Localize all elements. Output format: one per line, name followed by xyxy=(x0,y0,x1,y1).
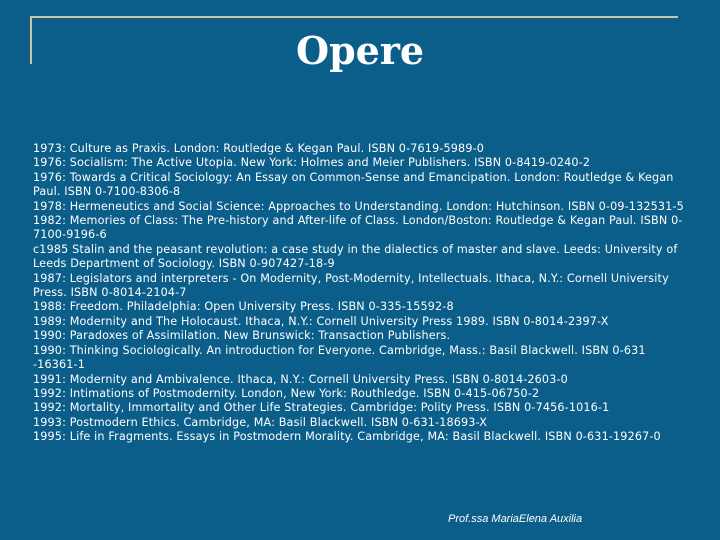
work-item: 1990: Thinking Sociologically. An introduction for Everyone. Cambridge, Mass.: Basil Blackwell. ISBN 0-631 -16361-1 xyxy=(33,343,646,372)
works-list xyxy=(33,142,693,445)
work-item: 1995: Life in Fragments. Essays in Postmodern Morality. Cambridge, MA: Basil Blackwell. ISBN 0-631-19267-0 xyxy=(33,430,661,444)
work-item: 1989: Modernity and The Holocaust. Ithaca, N.Y.: Cornell University Press 1989. ISBN 0-8014-2397-X xyxy=(33,314,609,328)
footer-author: Prof.ssa MariaElena Auxilia xyxy=(448,513,583,525)
work-item: 1973: Culture as Praxis. London: Routledge & Kegan Paul. ISBN 0-7619-5989-0 xyxy=(33,142,485,155)
work-item: 1991: Modernity and Ambivalence. Ithaca, N.Y.: Cornell University Press. ISBN 0-8014-2603-0 xyxy=(33,372,568,386)
slide-title: Opere xyxy=(295,28,425,73)
work-item: 1988: Freedom. Philadelphia: Open University Press. ISBN 0-335-15592-8 xyxy=(33,300,454,314)
work-item: c1985 Stalin and the peasant revolution: a case study in the dialectics of master and slave. Leeds: University of Leeds Department of Sociology. ISBN 0-907427-18-9 xyxy=(33,242,678,271)
frame-top-line xyxy=(30,16,678,18)
work-item: 1990: Paradoxes of Assimilation. New Brunswick: Transaction Publishers. xyxy=(33,329,451,343)
work-item: 1976: Socialism: The Active Utopia. New York: Holmes and Meier Publishers. ISBN 0-8419-0240-2 xyxy=(33,156,591,170)
work-item: 1976: Towards a Critical Sociology: An Essay on Common-Sense and Emancipation. London: Routledge & Kegan Paul. ISBN 0-7100-8306-8 xyxy=(33,170,674,199)
work-item: 1992: Mortality, Immortality and Other Life Strategies. Cambridge: Polity Press. ISBN 0-7456-1016-1 xyxy=(33,401,610,415)
work-item: 1987: Legislators and interpreters - On Modernity, Post-Modernity, Intellectuals. Ithaca, N.Y.: Cornell University Press. ISBN 0-8014-2104-7 xyxy=(33,271,669,300)
work-item: 1978: Hermeneutics and Social Science: Approaches to Understanding. London: Hutchinson. ISBN 0-09-132531-5 xyxy=(33,199,684,213)
work-item: 1993: Postmodern Ethics. Cambridge, MA: Basil Blackwell. ISBN 0-631-18693-X xyxy=(33,415,488,429)
work-item: 1992: Intimations of Postmodernity. London, New York: Routhledge. ISBN 0-415-06750-2 xyxy=(33,386,540,400)
work-item: 1982: Memories of Class: The Pre-history and After-life of Class. London/Boston: Routledge & Kegan Paul. ISBN 0-7100-9196-6 xyxy=(33,214,683,242)
